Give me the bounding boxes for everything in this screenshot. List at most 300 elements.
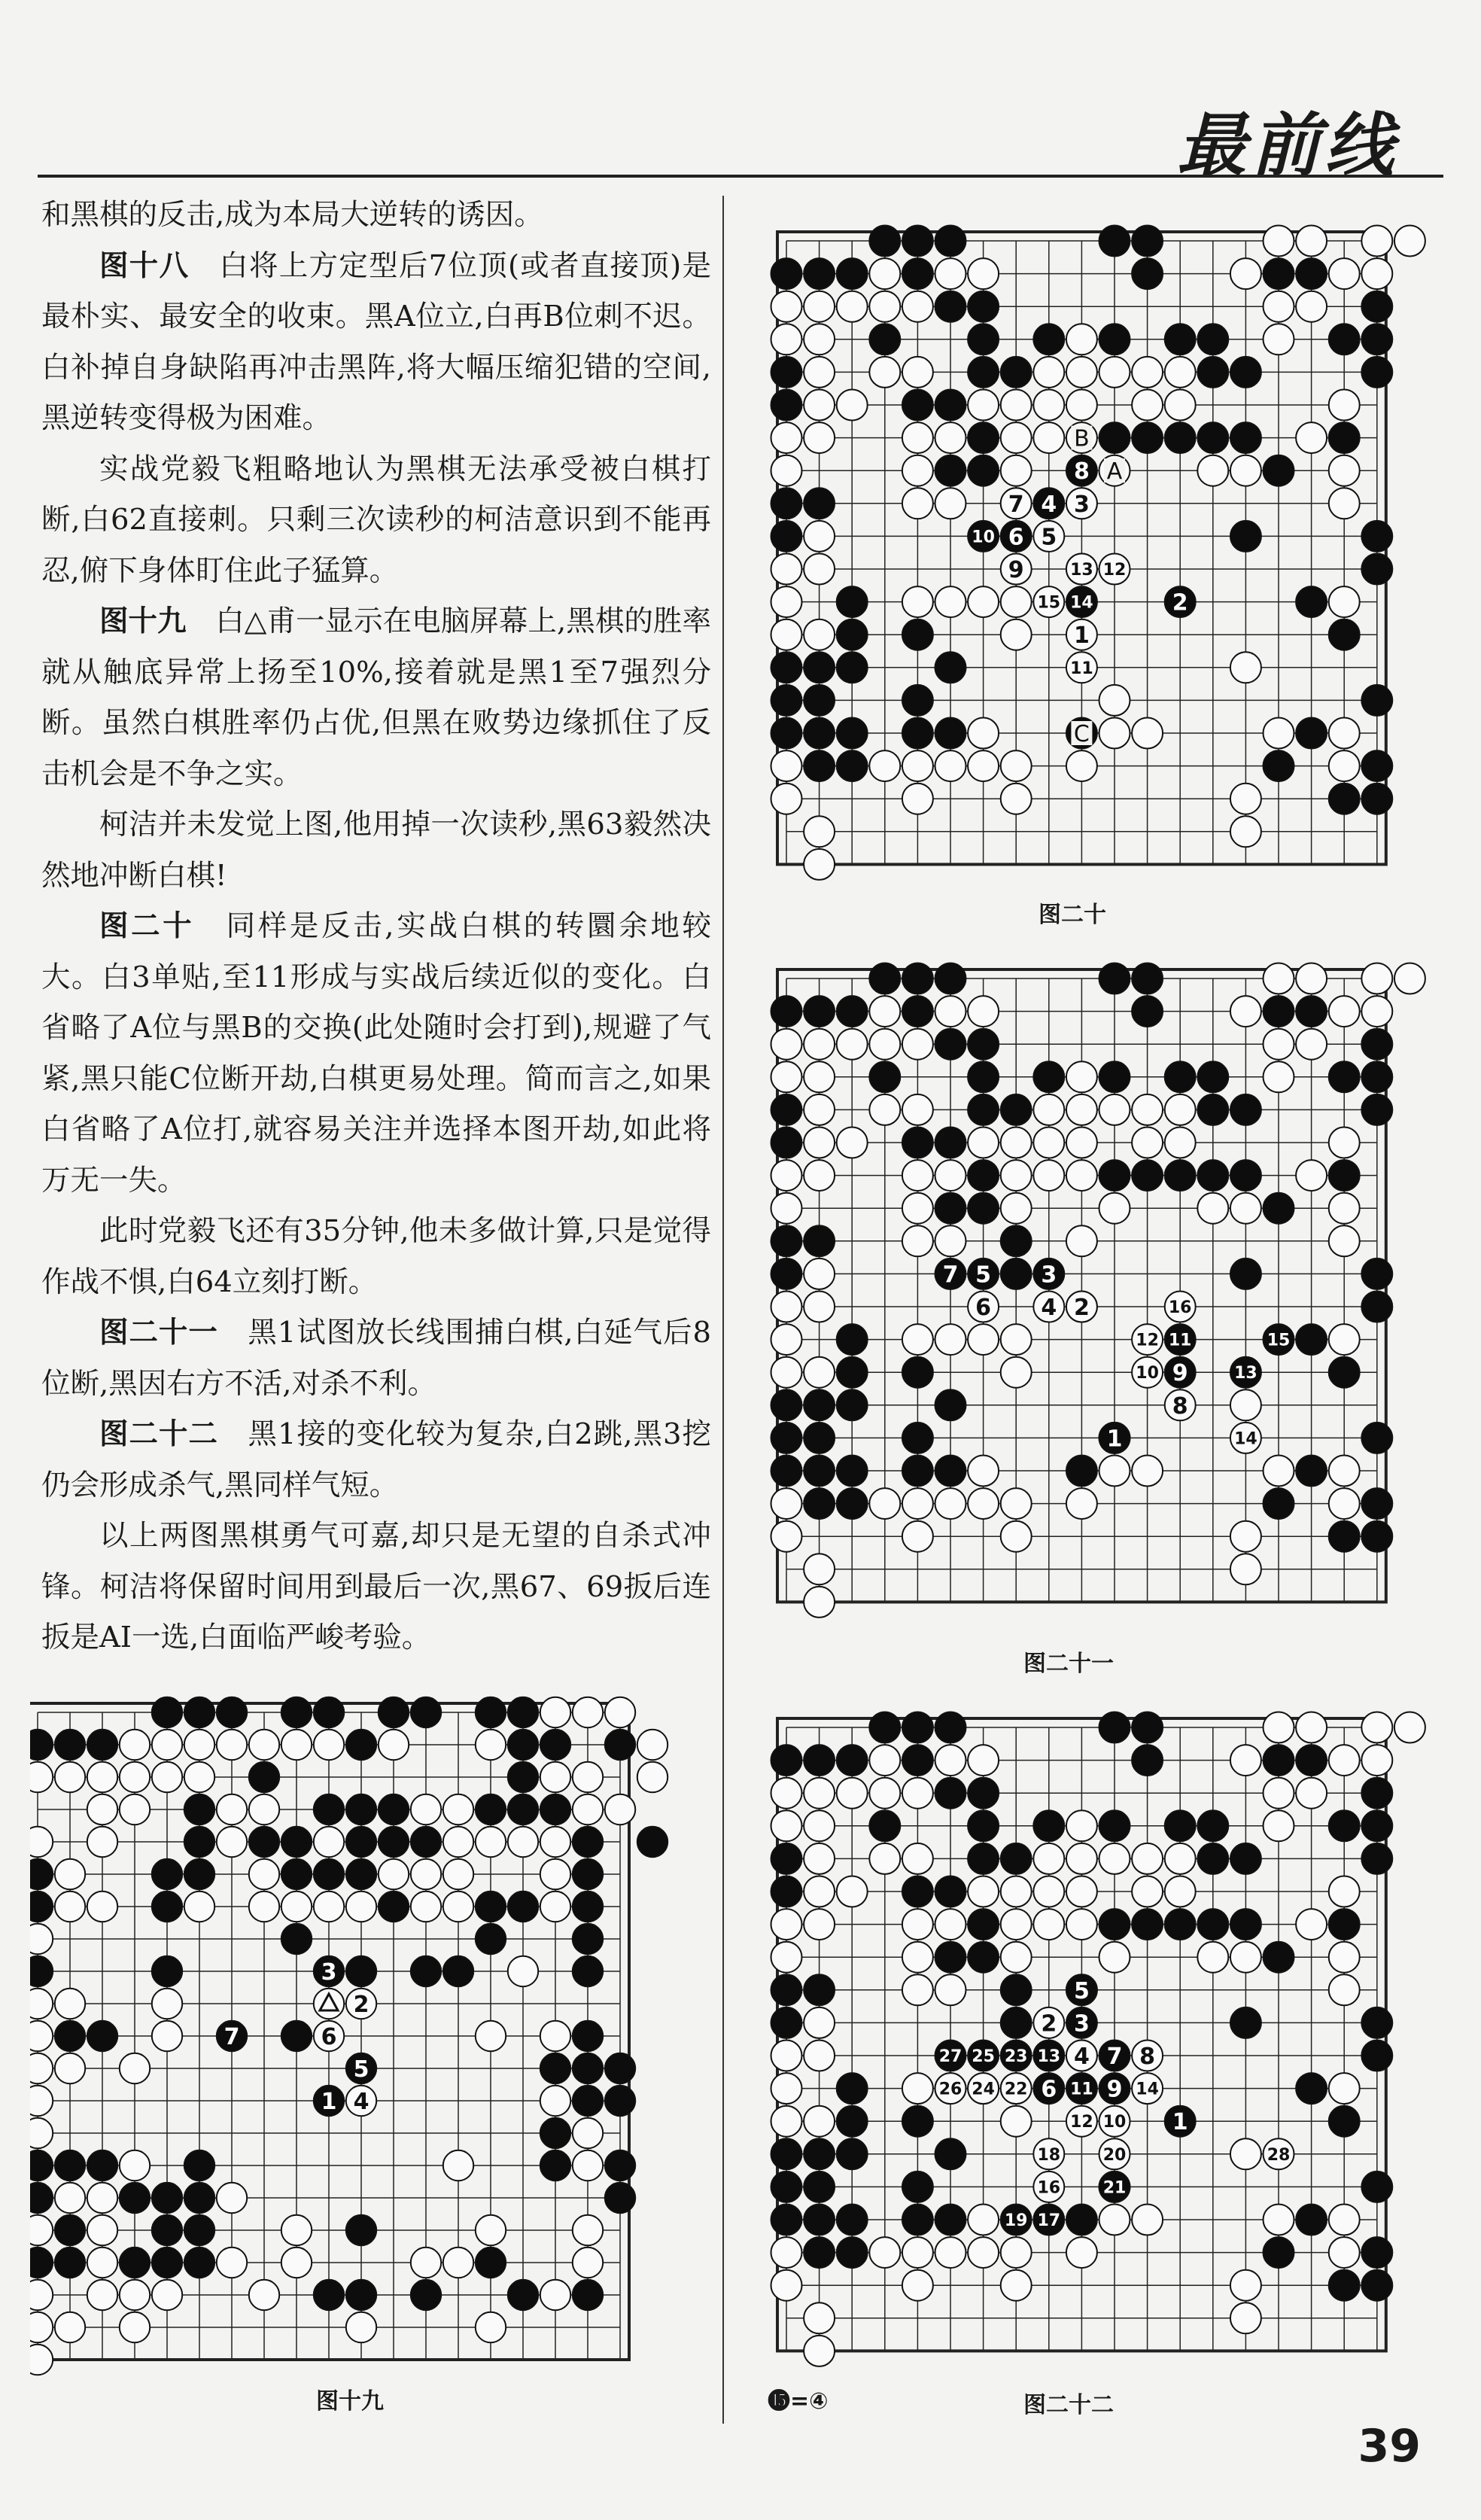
black-stone (1230, 1909, 1261, 1940)
black-stone (152, 1892, 182, 1922)
black-stone (379, 1892, 409, 1922)
white-stone (837, 1876, 868, 1907)
move-number: 25 (972, 2047, 995, 2066)
white-stone (1197, 1193, 1228, 1224)
white-stone (1329, 1225, 1360, 1256)
black-stone (1001, 1974, 1032, 2005)
black-stone (508, 1892, 538, 1922)
white-stone (1001, 1909, 1032, 1940)
black-stone (804, 750, 835, 781)
white-stone (184, 1730, 214, 1760)
white-stone (1329, 718, 1360, 749)
white-stone (55, 1892, 85, 1922)
paragraph: 和黑棋的反击,成为本局大逆转的诱因。 (41, 198, 543, 232)
white-stone (1066, 390, 1097, 421)
black-stone (935, 2205, 966, 2235)
black-stone (771, 2172, 802, 2202)
black-stone (1197, 422, 1228, 453)
white-stone (476, 2021, 506, 2051)
black-stone (837, 1488, 868, 1519)
move-number: 2 (1041, 2010, 1057, 2038)
black-stone (1033, 1061, 1064, 1092)
black-stone (476, 2248, 506, 2278)
white-stone (1264, 324, 1294, 355)
move-number: 1 (1172, 2109, 1188, 2136)
white-stone (379, 1859, 409, 1889)
white-stone (120, 2150, 150, 2181)
white-stone (869, 1778, 900, 1809)
black-stone (804, 996, 835, 1027)
black-stone (771, 2205, 802, 2235)
white-stone (281, 1892, 312, 1922)
white-stone (771, 291, 802, 322)
black-stone (508, 1794, 538, 1825)
white-stone (55, 1989, 85, 2019)
white-stone (1132, 357, 1163, 388)
black-stone (184, 1697, 214, 1727)
black-stone (1329, 2106, 1360, 2137)
move-number: 7 (1008, 491, 1024, 518)
white-stone (935, 1225, 966, 1256)
white-stone (1165, 1094, 1196, 1125)
white-stone (1066, 1160, 1097, 1191)
white-stone (1165, 357, 1196, 388)
black-stone (346, 2280, 376, 2310)
white-stone (1230, 784, 1261, 814)
black-stone (379, 1827, 409, 1857)
white-stone (1230, 996, 1261, 1027)
black-stone (1361, 357, 1392, 388)
white-stone (637, 1730, 668, 1760)
black-stone (1132, 422, 1163, 453)
white-stone (869, 1488, 900, 1519)
move-number: 6 (321, 2024, 337, 2050)
move-number: 19 (1004, 2211, 1028, 2230)
black-stone (217, 1697, 247, 1727)
white-stone (771, 1324, 802, 1355)
white-stone (120, 2312, 150, 2342)
black-stone (1361, 1423, 1392, 1453)
white-stone (540, 2086, 570, 2116)
black-stone (968, 1061, 999, 1092)
black-stone (902, 1357, 933, 1388)
black-stone (902, 1423, 933, 1453)
black-stone (1197, 324, 1228, 355)
move-number: 23 (1004, 2047, 1028, 2066)
black-stone (804, 2172, 835, 2202)
black-stone (573, 1956, 603, 1986)
white-stone (1165, 1843, 1196, 1874)
black-stone (30, 1956, 53, 1986)
white-stone (935, 586, 966, 617)
move-number: 13 (1070, 561, 1093, 580)
black-stone (902, 685, 933, 716)
black-stone (314, 1859, 344, 1889)
black-stone (87, 2150, 117, 2181)
black-stone (1230, 1160, 1261, 1191)
white-stone (968, 1745, 999, 1776)
black-stone (771, 1843, 802, 1874)
black-stone (1329, 1810, 1360, 1841)
white-stone (55, 2053, 85, 2083)
black-stone (281, 1827, 312, 1857)
move-number: 4 (1041, 1295, 1057, 1321)
white-stone (935, 750, 966, 781)
black-stone (1197, 357, 1228, 388)
black-stone (1132, 1745, 1163, 1776)
white-stone (869, 357, 900, 388)
white-stone (902, 1909, 933, 1940)
white-stone (1033, 390, 1064, 421)
black-stone (637, 1827, 668, 1857)
white-stone (281, 2215, 312, 2245)
black-stone (902, 1712, 933, 1743)
white-stone (804, 1061, 835, 1092)
white-stone (968, 2237, 999, 2268)
move-number: 9 (1106, 2076, 1123, 2103)
black-stone (968, 1810, 999, 1841)
white-stone (968, 1128, 999, 1158)
black-stone (1329, 619, 1360, 650)
white-stone (1132, 1843, 1163, 1874)
black-stone (902, 1876, 933, 1907)
white-stone (605, 1794, 635, 1825)
white-stone (804, 849, 835, 880)
move-number: 27 (938, 2047, 962, 2066)
black-stone (1132, 1909, 1163, 1940)
black-stone (804, 1423, 835, 1453)
black-stone (902, 2205, 933, 2235)
white-stone (968, 1324, 999, 1355)
white-stone (804, 291, 835, 322)
black-stone (87, 1730, 117, 1760)
black-stone (804, 488, 835, 519)
black-stone (1361, 750, 1392, 781)
white-stone (281, 1730, 312, 1760)
white-stone (902, 2073, 933, 2104)
white-stone (87, 2215, 117, 2245)
white-stone (30, 2280, 53, 2310)
move-number: 16 (1168, 1298, 1192, 1317)
white-stone (1001, 1160, 1032, 1191)
white-stone (249, 1794, 279, 1825)
white-stone (217, 2183, 247, 2213)
move-number: 12 (1102, 561, 1127, 580)
black-stone (1361, 1094, 1392, 1125)
white-stone (1066, 1094, 1097, 1125)
white-stone (1394, 1712, 1425, 1743)
black-stone (771, 1128, 802, 1158)
black-stone (804, 1225, 835, 1256)
white-stone (411, 1794, 441, 1825)
white-stone (1264, 718, 1294, 749)
white-stone (837, 390, 868, 421)
black-stone (1296, 1324, 1327, 1355)
black-stone (346, 1794, 376, 1825)
white-stone (1099, 1456, 1130, 1487)
white-stone (902, 455, 933, 486)
white-stone (1066, 357, 1097, 388)
white-stone (1329, 586, 1360, 617)
black-stone (935, 1456, 966, 1487)
black-stone (346, 1859, 376, 1889)
black-stone (540, 2118, 570, 2148)
caption-fig21: 图二十一 (1023, 1651, 1114, 1677)
black-stone (771, 2138, 802, 2169)
white-stone (804, 619, 835, 650)
white-stone (804, 2106, 835, 2137)
black-stone (771, 357, 802, 388)
black-stone (55, 1730, 85, 1760)
white-stone (1001, 619, 1032, 650)
white-stone (1361, 963, 1392, 994)
white-stone (217, 1794, 247, 1825)
black-stone (902, 619, 933, 650)
black-stone (771, 1423, 802, 1453)
move-number: 13 (1234, 1364, 1257, 1383)
white-stone (1001, 390, 1032, 421)
white-stone (771, 1778, 802, 1809)
white-stone (1264, 1456, 1294, 1487)
white-stone (1264, 291, 1294, 322)
black-stone (1197, 1909, 1228, 1940)
white-stone (837, 1029, 868, 1060)
move-number: 7 (1106, 2044, 1123, 2070)
white-stone (771, 1521, 802, 1552)
paragraph: 图二十 同样是反击,实战白棋的转圜余地较大。白3单贴,至11形成与实战后续近似的变化。白省略了A位与黑B的交换(此处随时会打到),规避了气紧,黑只能C位断开劫,白棋更易处理。简而言之,如果白省略了A位打,就容易关注并选择本图开劫,如此将万无一失。 (41, 909, 711, 1198)
white-stone (968, 996, 999, 1027)
black-stone (771, 488, 802, 519)
black-stone (30, 1730, 53, 1760)
black-stone (573, 1827, 603, 1857)
black-stone (55, 2021, 85, 2051)
white-stone (1296, 1160, 1327, 1191)
move-number: 12 (1070, 2113, 1093, 2132)
white-stone (771, 619, 802, 650)
black-stone (771, 718, 802, 749)
black-stone (1361, 685, 1392, 716)
white-stone (902, 2270, 933, 2301)
move-number: 21 (1102, 2178, 1127, 2198)
white-stone (411, 1859, 441, 1889)
white-stone (1230, 652, 1261, 683)
paragraph: 实战党毅飞粗略地认为黑棋无法承受被白棋打断,白62直接刺。只剩三次读秒的柯洁意识到不能再忍,俯下身体盯住此子猛算。 (41, 452, 711, 588)
black-stone (573, 2280, 603, 2310)
black-stone (1296, 586, 1327, 617)
black-stone (411, 1956, 441, 1986)
white-stone (1230, 2138, 1261, 2169)
white-stone (804, 1810, 835, 1841)
white-stone (771, 455, 802, 486)
white-stone (804, 1876, 835, 1907)
white-stone (120, 1730, 150, 1760)
move-number: 12 (1136, 1331, 1159, 1350)
black-stone (1296, 1456, 1327, 1487)
white-stone (1329, 1942, 1360, 1973)
black-stone (1197, 1843, 1228, 1874)
white-stone (1001, 1128, 1032, 1158)
white-stone (968, 718, 999, 749)
black-stone (968, 1160, 999, 1191)
white-stone (1329, 2237, 1360, 2268)
black-stone (968, 1843, 999, 1874)
black-stone (869, 1061, 900, 1092)
white-stone (443, 2150, 473, 2181)
black-stone (1099, 1909, 1130, 1940)
move-number: 26 (938, 2080, 962, 2099)
black-stone (837, 586, 868, 617)
white-stone (902, 2237, 933, 2268)
black-stone (968, 1094, 999, 1125)
white-stone (1033, 1128, 1064, 1158)
black-stone (1001, 2007, 1032, 2038)
white-stone (1230, 1745, 1261, 1776)
white-stone (1132, 390, 1163, 421)
white-stone (1132, 1876, 1163, 1907)
black-stone (1165, 1061, 1196, 1092)
white-stone (152, 1762, 182, 1792)
black-stone (605, 2183, 635, 2213)
black-stone (935, 1876, 966, 1907)
white-stone (1296, 1909, 1327, 1940)
go-board-fig19 (30, 1694, 707, 2394)
black-stone (902, 996, 933, 1027)
white-stone (30, 1989, 53, 2019)
black-stone (1361, 1061, 1392, 1092)
white-stone (968, 586, 999, 617)
black-stone (573, 2053, 603, 2083)
white-stone (411, 1892, 441, 1922)
black-stone (902, 963, 933, 994)
move-number: 17 (1037, 2211, 1061, 2230)
white-stone (1230, 1389, 1261, 1420)
black-stone (1230, 357, 1261, 388)
white-stone (771, 2237, 802, 2268)
black-stone (1099, 1810, 1130, 1841)
move-number: 6 (1008, 524, 1024, 551)
white-stone (935, 1974, 966, 2005)
letter-mark: A (1106, 458, 1123, 485)
white-stone (120, 2280, 150, 2310)
white-stone (771, 554, 802, 585)
white-stone (1230, 2302, 1261, 2333)
white-stone (804, 1587, 835, 1618)
black-stone (346, 1827, 376, 1857)
magazine-column-title: 最前线 (1176, 105, 1398, 186)
black-stone (1361, 324, 1392, 355)
black-stone (837, 258, 868, 289)
white-stone (1001, 1324, 1032, 1355)
white-stone (540, 1697, 570, 1727)
white-stone (1001, 586, 1032, 617)
black-stone (1132, 996, 1163, 1027)
black-stone (605, 1730, 635, 1760)
black-stone (379, 1794, 409, 1825)
white-stone (935, 1909, 966, 1940)
black-stone (771, 996, 802, 1027)
caption-fig19: 图十九 (316, 2388, 384, 2415)
black-stone (1197, 1810, 1228, 1841)
black-stone (1361, 1843, 1392, 1874)
black-stone (935, 1193, 966, 1224)
white-stone (804, 1909, 835, 1940)
black-stone (120, 2248, 150, 2278)
white-stone (1296, 422, 1327, 453)
paragraph: 图十八 白将上方定型后7位顶(或者直接顶)是最朴实、最安全的收束。黑A位立,白再B位刺不迟。白补掉自身缺陷再冲击黑阵,将大幅压缩犯错的空间,黑逆转变得极为困难。 (41, 248, 711, 435)
white-stone (902, 1324, 933, 1355)
white-stone (1264, 963, 1294, 994)
black-stone (1264, 1488, 1294, 1519)
white-stone (152, 2280, 182, 2310)
black-stone (968, 1778, 999, 1809)
white-stone (1132, 1094, 1163, 1125)
white-stone (1230, 258, 1261, 289)
black-stone (968, 1029, 999, 1060)
black-stone (1264, 455, 1294, 486)
black-stone (1329, 1357, 1360, 1388)
white-stone (314, 1730, 344, 1760)
white-stone (804, 2041, 835, 2071)
black-stone (771, 1094, 802, 1125)
white-stone (902, 1094, 933, 1125)
go-board-fig22 (768, 1709, 1445, 2386)
black-stone (346, 2215, 376, 2245)
white-stone (771, 2073, 802, 2104)
black-stone (837, 750, 868, 781)
white-stone (804, 2336, 835, 2366)
white-stone (869, 1843, 900, 1874)
paragraph: 图二十一 黑1试图放长线围捕白棋,白延气后8位断,黑因右方不活,对杀不利。 (41, 1316, 711, 1401)
black-stone (968, 1909, 999, 1940)
black-stone (804, 652, 835, 683)
white-stone (1230, 816, 1261, 847)
white-stone (1329, 1193, 1360, 1224)
black-stone (771, 1225, 802, 1256)
white-stone (771, 784, 802, 814)
black-stone (152, 1697, 182, 1727)
article-text (41, 190, 711, 1663)
white-stone (476, 1827, 506, 1857)
white-stone (902, 1488, 933, 1519)
black-stone (249, 1827, 279, 1857)
white-stone (1264, 1061, 1294, 1092)
white-stone (935, 258, 966, 289)
white-stone (1296, 226, 1327, 257)
black-stone (540, 2150, 570, 2181)
white-stone (1001, 784, 1032, 814)
move-number: 8 (1073, 458, 1090, 485)
black-stone (281, 1924, 312, 1954)
white-stone (30, 2118, 53, 2148)
black-stone (120, 2183, 150, 2213)
black-stone (869, 1712, 900, 1743)
white-stone (1296, 963, 1327, 994)
white-stone (1033, 357, 1064, 388)
white-stone (804, 1128, 835, 1158)
move-number: 9 (1008, 557, 1024, 583)
black-stone (804, 685, 835, 716)
black-stone (1361, 1810, 1392, 1841)
paragraph: 图二十二 黑1接的变化较为复杂,白2跳,黑3挖仍会形成杀气,黑同样气短。 (41, 1417, 711, 1502)
black-stone (605, 2086, 635, 2116)
white-stone (217, 1827, 247, 1857)
white-stone (935, 996, 966, 1027)
white-stone (968, 1488, 999, 1519)
move-number: 1 (1106, 1426, 1123, 1453)
white-stone (1329, 996, 1360, 1027)
white-stone (771, 1160, 802, 1191)
black-stone (1361, 1029, 1392, 1060)
